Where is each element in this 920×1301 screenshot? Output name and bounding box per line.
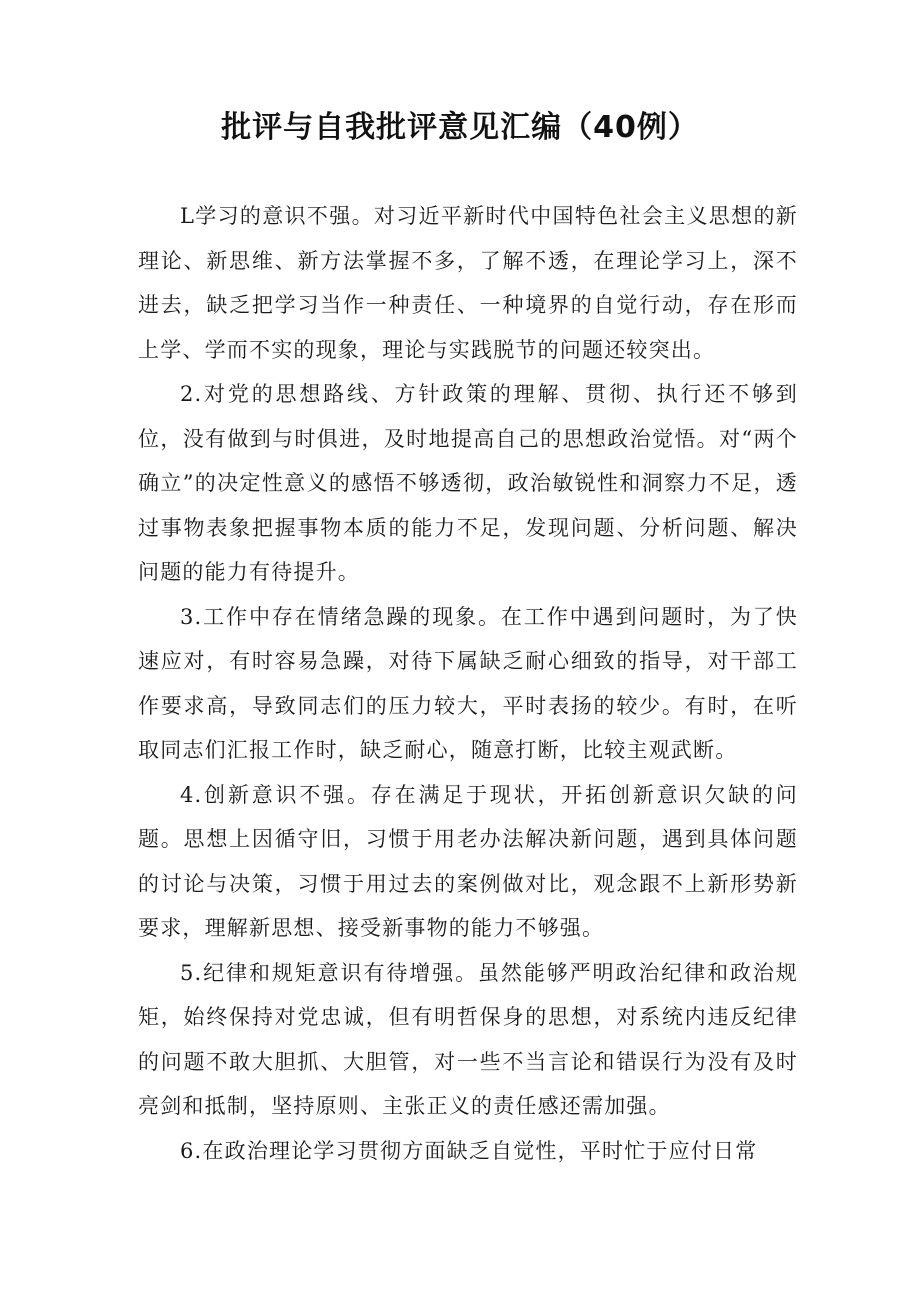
- paragraph-2: 2.对党的思想路线、方针政策的理解、贯彻、执行还不够到位，没有做到与时俱进，及时地提高自己的思想政治觉悟。对“两个确立”的决定性意义的感悟不够透彻，政治敏锐性和洞察力不足，透过事物表象把握事物本质的能力不足，发现问题、分析问题、解决问题的能力有待提升。: [138, 382, 798, 584]
- paragraph-5: 5.纪律和规矩意识有待增强。虽然能够严明政治纪律和政治规矩，始终保持对党忠诚，但有明哲保身的思想，对系统内违反纪律的问题不敢大胆抓、大胆管，对一些不当言论和错误行为没有及时亮剑和抵制，坚持原则、主张正义的责任感还需加强。: [138, 960, 798, 1118]
- document-title: 批评与自我批评意见汇编（40例）: [221, 110, 699, 145]
- paragraph-4: 4.创新意识不强。存在满足于现状，开拓创新意识欠缺的问题。思想上因循守旧，习惯于用老办法解决新问题，遇到具体问题的讨论与决策，习惯于用过去的案例做对比，观念跟不上新形势新要求，理解新思想、接受新事物的能力不够强。: [138, 782, 798, 940]
- paragraph-1: L学习的意识不强。对习近平新时代中国特色社会主义思想的新理论、新思维、新方法掌握不多，了解不透，在理论学习上，深不进去，缺乏把学习当作一种责任、一种境界的自觉行动，存在形而上学、学而不实的现象，理论与实践脱节的问题还较突出。: [138, 204, 798, 362]
- document-body: [138, 194, 798, 1173]
- paragraph-6: 6.在政治理论学习贯彻方面缺乏自觉性，平时忙于应付日常: [180, 1138, 758, 1163]
- paragraph-3: 3.工作中存在情绪急躁的现象。在工作中遇到问题时，为了快速应对，有时容易急躁，对待下属缺乏耐心细致的指导，对干部工作要求高，导致同志们的压力较大，平时表扬的较少。有时，在听取同志们汇报工作时，缺乏耐心，随意打断，比较主观武断。: [138, 604, 798, 762]
